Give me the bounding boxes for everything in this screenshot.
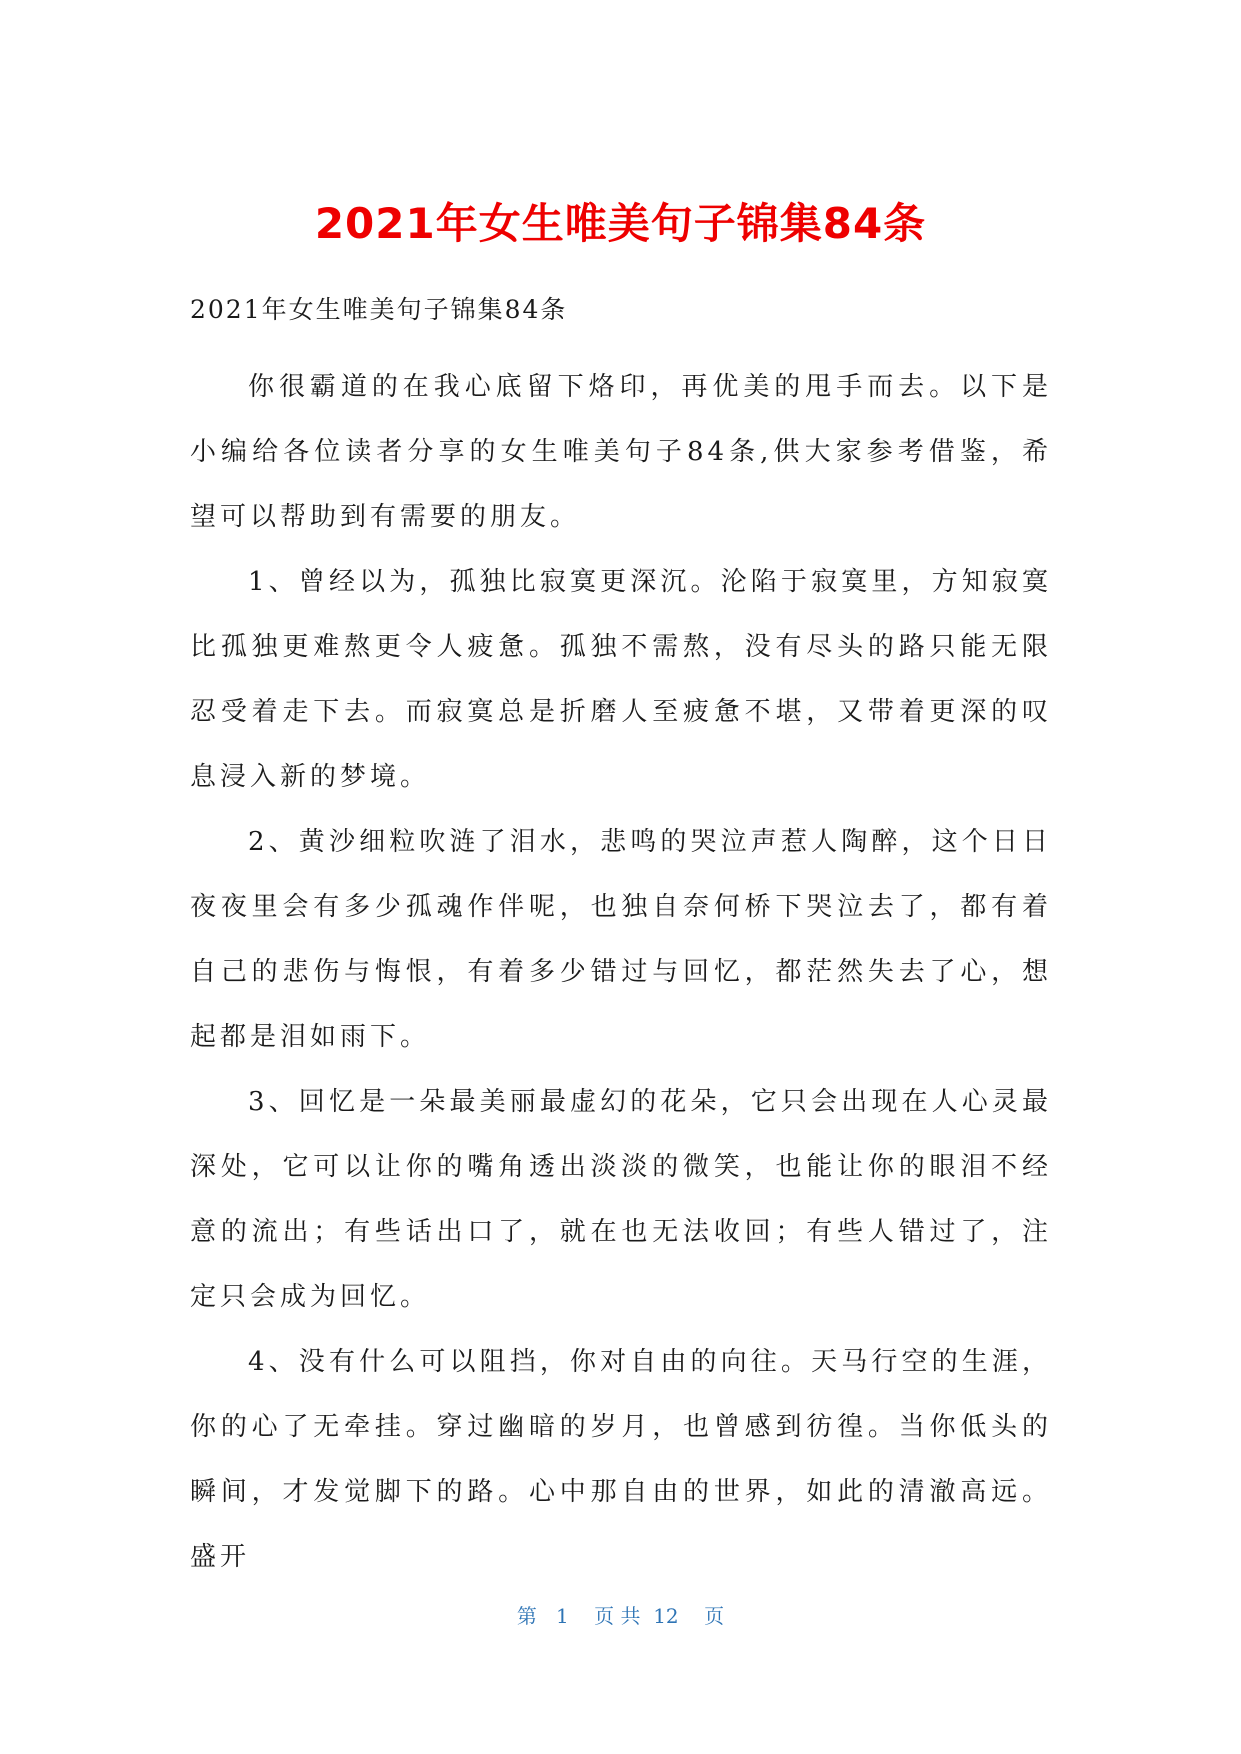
- sentence-item-3: 3、回忆是一朵最美丽最虚幻的花朵，它只会出现在人心灵最深处，它可以让你的嘴角透出淡淡的微笑，也能让你的眼泪不经意的流出；有些话出口了，就在也无法收回；有些人错过了，注定只会成为回忆。: [190, 1087, 1052, 1312]
- sentence-item-1: 1、曾经以为，孤独比寂寞更深沉。沦陷于寂寞里，方知寂寞比孤独更难熬更令人疲惫。孤独不需熬，没有尽头的路只能无限忍受着走下去。而寂寞总是折磨人至疲惫不堪，又带着更深的叹息浸入新的梦境。: [190, 567, 1052, 792]
- document-subtitle: 2021年女生唯美句子锦集84条: [190, 295, 568, 324]
- intro-paragraph: 你很霸道的在我心底留下烙印，再优美的甩手而去。以下是小编给各位读者分享的女生唯美句子84条,供大家参考借鉴，希望可以帮助到有需要的朋友。: [190, 372, 1052, 532]
- page-number-footer: 第 1 页 共 12 页: [516, 1604, 725, 1628]
- document-title: 2021年女生唯美句子锦集84条: [314, 199, 927, 248]
- sentence-item-2: 2、黄沙细粒吹涟了泪水，悲鸣的哭泣声惹人陶醉，这个日日夜夜里会有多少孤魂作伴呢，也独自奈何桥下哭泣去了，都有着自己的悲伤与悔恨，有着多少错过与回忆，都茫然失去了心，想起都是泪如雨下。: [190, 827, 1052, 1052]
- sentence-item-4: 4、没有什么可以阻挡，你对自由的向往。天马行空的生涯，你的心了无牵挂。穿过幽暗的岁月，也曾感到彷徨。当你低头的瞬间，才发觉脚下的路。心中那自由的世界，如此的清澈高远。盛开: [190, 1347, 1052, 1572]
- document-body: [190, 355, 1052, 1590]
